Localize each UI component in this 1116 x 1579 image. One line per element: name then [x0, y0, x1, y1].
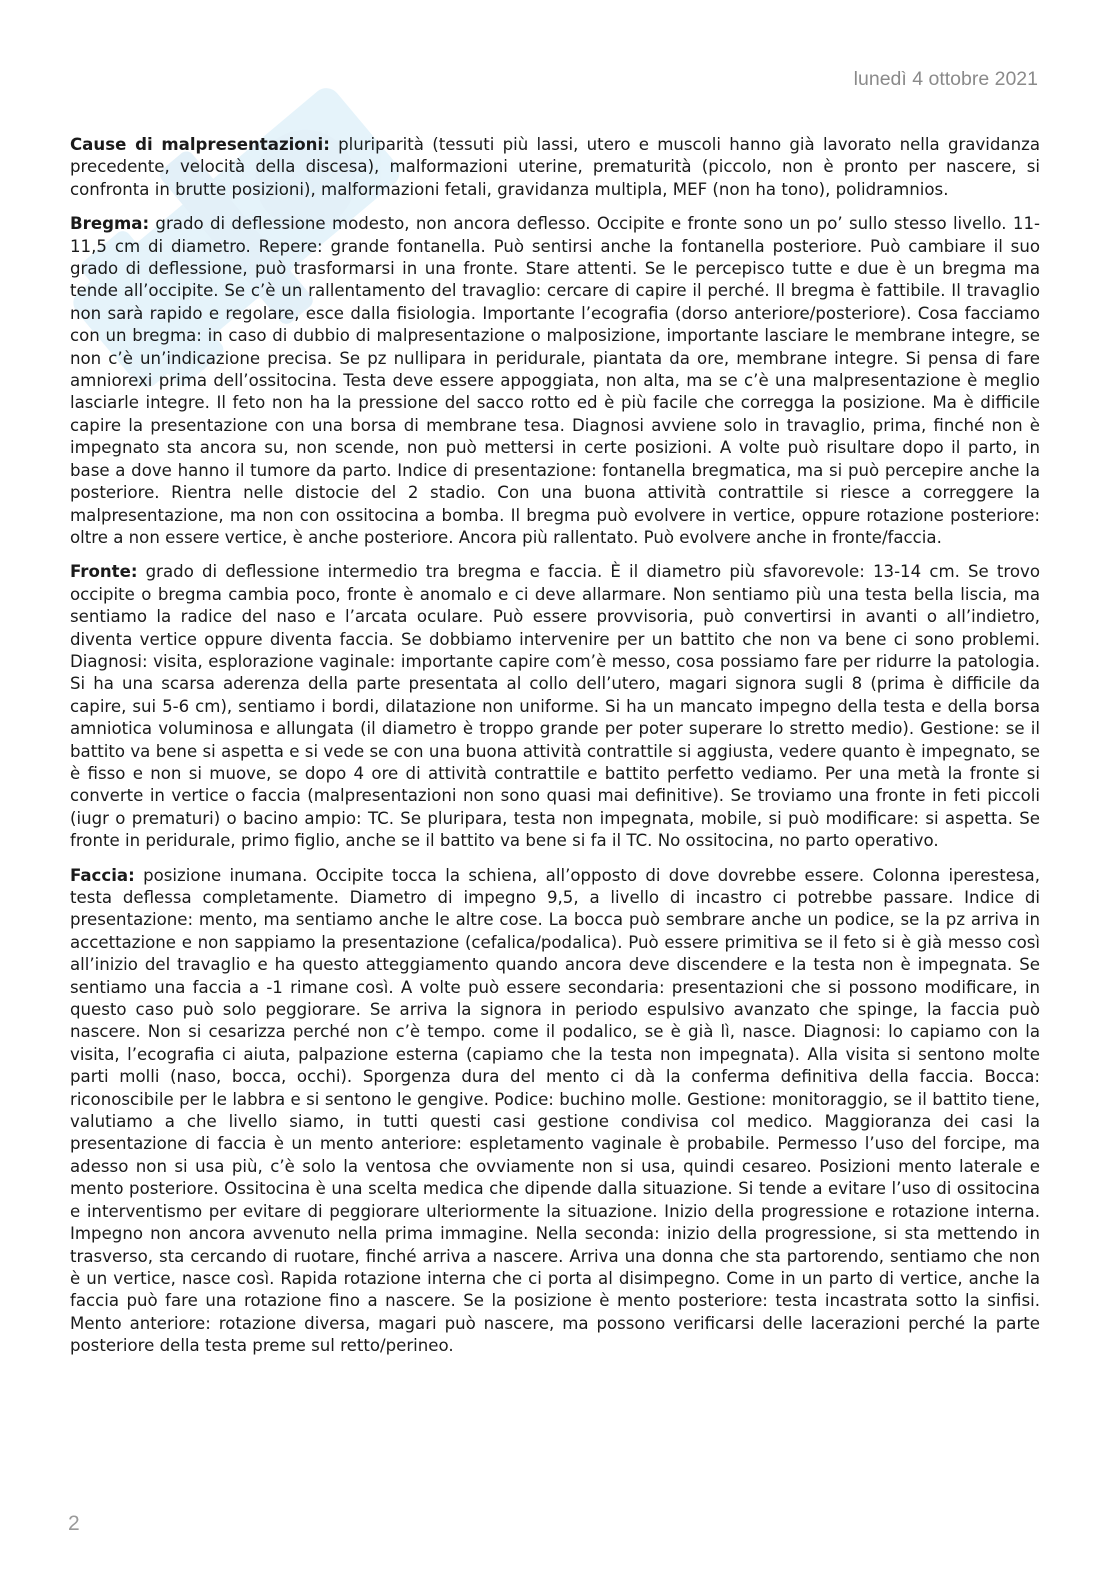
paragraph-label: Fronte:: [70, 562, 138, 582]
paragraph-bregma: [70, 213, 1040, 549]
paragraph-text: grado di deflessione intermedio tra bregma e faccia. È il diametro più sfavorevole: 13-14 cm. Se trovo occipite o bregma cambia poco, fronte è anomalo e ci deve allarmare. Non sentiamo più una testa bella liscia, ma sentiamo la radice del naso e l’arcata oculare. Può essere provvisoria, può convertirsi in avanti o all’indietro, diventa vertice oppure diventa faccia. Se dobbiamo intervenire per un battito che non va bene ci sono problemi. Diagnosi: visita, esplorazione vaginale: importante capire com’è messo, cosa possiamo fare per ridurre la patologia. Si ha una scarsa aderenza della parte presentata al collo dell’utero, magari signora sugli 8 (prima è difficile da capire, sui 5-6 cm), sentiamo i bordi, dilatazione non uniforme. Si ha un mancato impegno della testa e della borsa amniotica voluminosa e allungata (il diametro è troppo grande per poter superare lo stretto medio). Gestione: se il battito va bene si aspetta e si vede se con una buona attività contrattile si aggiusta, vedere quanto è impegnato, se è fisso e non si muove, se dopo 4 ore di attività contrattile e battito perfetto vediamo. Per una metà la fronte si converte in vertice o faccia (malpresentazioni non sono quasi mai definitive). Se troviamo una fronte in feti piccoli (iugr o prematuri) o bacino ampio: TC. Se pluripara, testa non impegnata, mobile, si può modificare: si aspetta. Se fronte in peridurale, primo figlio, anche se il battito va bene si fa il TC. No ossitocina, no parto operativo.: [70, 562, 1040, 851]
paragraph-text: pluriparità (tessuti più lassi, utero e muscoli hanno già lavorato nella gravidanza precedente, velocità della discesa), malformazioni uterine, prematurità (piccolo, non è pronto per nascere, si confronta in brutte posizioni), malformazioni fetali, gravidanza multipla, MEF (non ha tono), polidramnios.: [70, 135, 1040, 199]
paragraph-fronte: [70, 561, 1040, 852]
paragraph-label: Bregma:: [70, 214, 150, 234]
paragraph-text: grado di deflessione modesto, non ancora deflesso. Occipite e fronte sono un po’ sullo stesso livello. 11-11,5 cm di diametro. Repere: grande fontanella. Può sentirsi anche la fontanella posteriore. Può cambiare il suo grado di deflessione, può trasformarsi in una fronte. Stare attenti. Se le percepisco tutte e due è un bregma ma tende all’occipite. Se c’è un rallentamento del travaglio: cercare di capire il perché. Il bregma è fattibile. Il travaglio non sarà rapido e regolare, esce dalla fisiologia. Importante l’ecografia (dorso anteriore/posteriore). Cosa facciamo con un bregma: in caso di dubbio di malpresentazione o malposizione, importante lasciare le membrane integre, se non c’è un’indicazione precisa. Se pz nullipara in peridurale, piantata da ore, membrane integre. Si pensa di fare amniorexi prima dell’ossitocina. Testa deve essere appoggiata, non alta, ma se c’è una malpresentazione è meglio lasciarle integre. Il feto non ha la pressione del sacco rotto ed è più facile che corregga la posizione. Ma è difficile capire la presentazione con una borsa di membrane tesa. Diagnosi avviene solo in travaglio, prima, finché non è impegnato sta ancora su, non scende, non può mettersi in certe posizioni. A volte può risultare dopo il parto, in base a dove hanno il tumore da parto. Indice di presentazione: fontanella bregmatica, ma si può percepire anche la posteriore. Rientra nelle distocie del 2 stadio. Con una buona attività contrattile si riesce a correggere la malpresentazione, ma non con ossitocina a bomba. Il bregma può evolvere in vertice, oppure rotazione posteriore: oltre a non essere vertice, è anche posteriore. Ancora più rallentato. Può evolvere anche in fronte/faccia.: [70, 214, 1040, 547]
header-date: lunedì 4 ottobre 2021: [853, 68, 1038, 90]
paragraph-faccia: [70, 865, 1040, 1358]
paragraph-cause-malpresentazioni: [70, 134, 1040, 201]
paragraph-text: posizione inumana. Occipite tocca la schiena, all’opposto di dove dovrebbe essere. Colonna iperestesa, testa deflessa completamente. Diametro di impegno 9,5, a livello di incastro ci potrebbe passare. Indice di presentazione: mento, ma sentiamo anche le altre cose. La bocca può sembrare anche un podice, se la pz arriva in accettazione e non sappiamo la presentazione (cefalica/podalica). Può essere primitiva se il feto si è già messo così all’inizio del travaglio e ha questo atteggiamento quando ancora deve discendere e la testa non è impegnata. Se sentiamo una faccia a -1 rimane così. A volte può essere secondaria: presentazioni che si possono modificare, in questo caso può solo peggiorare. Se arriva la signora in periodo espulsivo avanzato che spinge, la faccia può nascere. Non si cesarizza perché non c’è tempo. come il podalico, se è già lì, nasce. Diagnosi: lo capiamo con la visita, l’ecografia ci aiuta, palpazione esterna (capiamo che la testa non impegnata). Alla visita si sentono molte parti molli (naso, bocca, occhi). Sporgenza dura del mento ci dà la conferma definitiva della faccia. Bocca: riconoscibile per le labbra e si sentono le gengive. Podice: buchino molle. Gestione: monitoraggio, se il battito tiene, valutiamo a che livello siamo, in tutti questi casi gestione condivisa col medico. Maggioranza dei casi la presentazione di faccia è un mento anteriore: espletamento vaginale è probabile. Permesso l’uso del forcipe, ma adesso non si usa più, c’è solo la ventosa che ovviamente non si usa, quindi cesareo. Posizioni mento laterale e mento posteriore. Ossitocina è una scelta medica che dipende dalla situazione. Si tende a evitare l’uso di ossitocina e interventismo per evitare di peggiorare ulteriormente la situazione. Inizio della progressione e rotazione interna. Impegno non ancora avvenuto nella prima immagine. Nella seconda: inizio della progressione, si sta mettendo in trasverso, sta cercando di ruotare, finché arriva a nascere. Arriva una donna che sta partorendo, sentiamo che non è un vertice, nasce così. Rapida rotazione interna che ci porta al disimpegno. Come in un parto di vertice, anche la faccia può fare una rotazione fino a nascere. Se la posizione è mento posteriore: testa incastrata sotto la sinfisi. Mento anteriore: rotazione diversa, magari può nascere, ma possono verificarsi delle lacerazioni perché la parte posteriore della testa preme sul retto/perineo.: [70, 865, 1040, 1356]
page-number: 2: [68, 1512, 80, 1535]
document-body: [70, 134, 1040, 1370]
paragraph-label: Cause di malpresentazioni:: [70, 135, 330, 154]
paragraph-label: Faccia:: [70, 865, 135, 885]
